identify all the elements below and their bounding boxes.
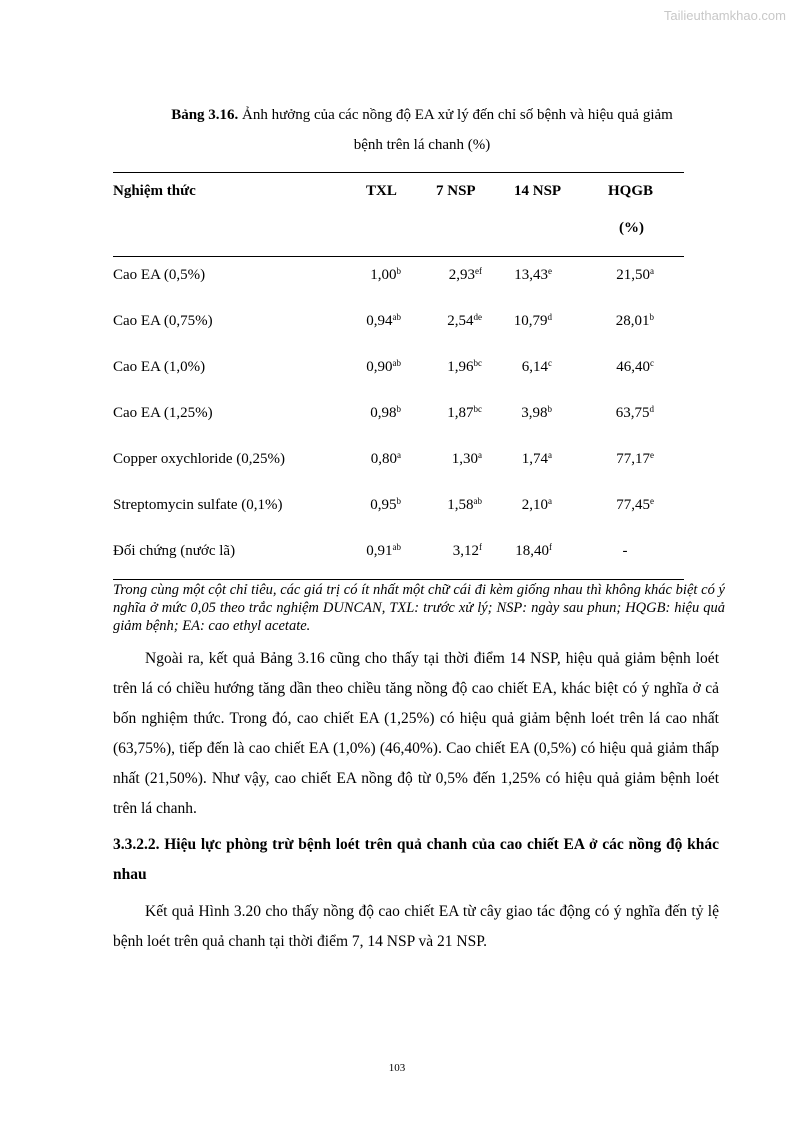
- significance-letter: a: [397, 450, 401, 460]
- cell-value: 77,45: [616, 497, 650, 513]
- cell-value: 21,50: [616, 267, 650, 283]
- watermark: Tailieuthamkhao.com: [663, 8, 786, 23]
- table-cell: [426, 313, 482, 330]
- caption-text-1: Ảnh hưởng của các nồng độ EA xử lý đến chỉ số bệnh và hiệu quả giảm: [238, 107, 673, 123]
- cell-value: 10,79: [513, 313, 548, 329]
- cell-value: 1,00: [370, 267, 397, 283]
- header-14nsp: 14 NSP: [514, 183, 562, 199]
- table-cell: [348, 451, 401, 468]
- significance-letter: c: [548, 358, 552, 368]
- header-hqgb-unit: (%): [619, 220, 644, 236]
- significance-letter: e: [548, 266, 552, 276]
- table-cell: [498, 313, 552, 330]
- cell-value: 0,80: [370, 451, 397, 467]
- treatment-name: Cao EA (1,25%): [113, 405, 213, 421]
- table-caption: [80, 100, 764, 160]
- table-cell: [596, 543, 654, 560]
- table-cell: [426, 405, 482, 422]
- cell-value: 0,90: [366, 359, 393, 375]
- table-row: [113, 313, 684, 333]
- cell-value: 0,95: [370, 497, 397, 513]
- significance-letter: b: [649, 312, 654, 322]
- table-cell: [348, 543, 401, 560]
- table-cell: [348, 405, 401, 422]
- paragraph-results: Ngoài ra, kết quả Bảng 3.16 cũng cho thấy tại thời điểm 14 NSP, hiệu quả giảm bệnh loét trên lá có chiều hướng tăng dần theo chiều tăng nồng độ cao chiết EA, khác biệt có ý nghĩa ở cả bốn nghiệm thức. Trong đó, cao chiết EA (1,25%) có hiệu quả giảm bệnh loét trên lá cao nhất (63,75%), tiếp đến là cao chiết EA (1,0%) (46,40%). Cao chiết EA (0,5%) có hiệu quả giảm thấp nhất (21,50%). Như vậy, cao chiết EA nồng độ từ 0,5% đến 1,25% có hiệu quả giảm bệnh loét trên lá chanh.: [113, 650, 719, 817]
- cell-value: 1,87: [447, 405, 474, 421]
- significance-letter: ab: [392, 358, 401, 368]
- significance-letter: f: [549, 542, 552, 552]
- significance-letter: a: [548, 450, 552, 460]
- table-cell: [426, 543, 482, 560]
- significance-letter: e: [650, 450, 654, 460]
- treatment-name: Cao EA (1,0%): [113, 359, 206, 375]
- table-row: [113, 267, 684, 287]
- significance-letter: b: [547, 404, 552, 414]
- table-cell: [498, 267, 552, 284]
- significance-letter: ef: [475, 266, 482, 276]
- table-footnote: Trong cùng một cột chỉ tiêu, các giá trị có ít nhất một chữ cái đi kèm giống nhau thì không khác biệt có ý nghĩa ở mức 0,05 theo trắc nghiệm DUNCAN, TXL: trước xử lý; NSP: ngày sau phun; HQGB: hiệu quả giảm bệnh; EA: cao ethyl acetate.: [113, 582, 725, 634]
- cell-value: 63,75: [615, 405, 650, 421]
- significance-letter: bc: [473, 404, 482, 414]
- table-row: [113, 405, 684, 425]
- cell-value: -: [622, 543, 628, 559]
- treatment-name: Cao EA (0,5%): [113, 267, 206, 283]
- cell-value: 1,58: [447, 497, 474, 513]
- treatment-name: Copper oxychloride (0,25%): [113, 451, 286, 467]
- significance-letter: a: [478, 450, 482, 460]
- table-bottom-rule: [113, 579, 684, 580]
- significance-letter: ab: [473, 496, 482, 506]
- significance-letter: c: [650, 358, 654, 368]
- table-row: [113, 543, 684, 563]
- table-cell: [426, 267, 482, 284]
- table-cell: [348, 313, 401, 330]
- treatment-name: Đối chứng (nước lã): [113, 543, 236, 559]
- significance-letter: a: [548, 496, 552, 506]
- table-cell: [426, 497, 482, 514]
- significance-letter: ab: [392, 312, 401, 322]
- significance-letter: bc: [473, 358, 482, 368]
- header-7nsp: 7 NSP: [436, 183, 476, 199]
- caption-line-2: bệnh trên lá chanh (%): [353, 137, 491, 153]
- table-row: [113, 359, 684, 379]
- cell-value: 0,94: [366, 313, 393, 329]
- header-treatment: Nghiệm thức: [113, 183, 196, 199]
- page-number: 103: [388, 1062, 406, 1074]
- cell-value: 77,17: [616, 451, 650, 467]
- table-cell: [498, 543, 552, 560]
- cell-value: 3,12: [452, 543, 479, 559]
- cell-value: 2,54: [447, 313, 474, 329]
- table-cell: [596, 313, 654, 330]
- cell-value: 6,14: [521, 359, 548, 375]
- header-txl: TXL: [366, 183, 397, 199]
- table-cell: [596, 267, 654, 284]
- table-cell: [596, 451, 654, 468]
- table-cell: [596, 497, 654, 514]
- table-cell: [426, 359, 482, 376]
- table-header-rule: [113, 256, 684, 257]
- cell-value: 1,96: [447, 359, 474, 375]
- significance-letter: d: [649, 404, 654, 414]
- table-cell: [426, 451, 482, 468]
- caption-label: Bảng 3.16.: [171, 107, 239, 123]
- significance-letter: b: [396, 266, 401, 276]
- cell-value: 3,98: [521, 405, 548, 421]
- cell-value: 0,98: [370, 405, 397, 421]
- table-cell: [596, 359, 654, 376]
- paragraph-figure: Kết quả Hình 3.20 cho thấy nồng độ cao chiết EA từ cây giao tác động có ý nghĩa đến tỷ lệ bệnh loét trên quả chanh tại thời điểm 7, 14 NSP và 21 NSP.: [113, 903, 719, 950]
- significance-letter: ab: [392, 542, 401, 552]
- cell-value: 18,40: [515, 543, 549, 559]
- table-row: [113, 451, 684, 471]
- cell-value: 1,74: [521, 451, 548, 467]
- header-hqgb: HQGB: [608, 183, 654, 199]
- significance-letter: e: [650, 496, 654, 506]
- cell-value: 1,30: [451, 451, 478, 467]
- table-row: [113, 497, 684, 517]
- significance-letter: d: [547, 312, 552, 322]
- cell-value: 2,10: [521, 497, 548, 513]
- treatment-name: Streptomycin sulfate (0,1%): [113, 497, 283, 513]
- cell-value: 13,43: [514, 267, 548, 283]
- significance-letter: f: [479, 542, 482, 552]
- significance-letter: de: [473, 312, 482, 322]
- table-top-rule: [113, 172, 684, 173]
- section-heading: 3.3.2.2. Hiệu lực phòng trừ bệnh loét trên quả chanh của cao chiết EA ở các nồng độ khác nhau: [113, 836, 719, 883]
- table-cell: [498, 405, 552, 422]
- table-cell: [348, 267, 401, 284]
- table-cell: [348, 497, 401, 514]
- treatment-name: Cao EA (0,75%): [113, 313, 213, 329]
- table-cell: [348, 359, 401, 376]
- cell-value: 46,40: [616, 359, 650, 375]
- cell-value: 0,91: [366, 543, 393, 559]
- cell-value: 28,01: [615, 313, 650, 329]
- table-cell: [596, 405, 654, 422]
- table-cell: [498, 497, 552, 514]
- significance-letter: a: [650, 266, 654, 276]
- significance-letter: b: [396, 496, 401, 506]
- significance-letter: b: [396, 404, 401, 414]
- cell-value: 2,93: [448, 267, 475, 283]
- caption-line-1: [80, 100, 764, 130]
- table-cell: [498, 359, 552, 376]
- table-cell: [498, 451, 552, 468]
